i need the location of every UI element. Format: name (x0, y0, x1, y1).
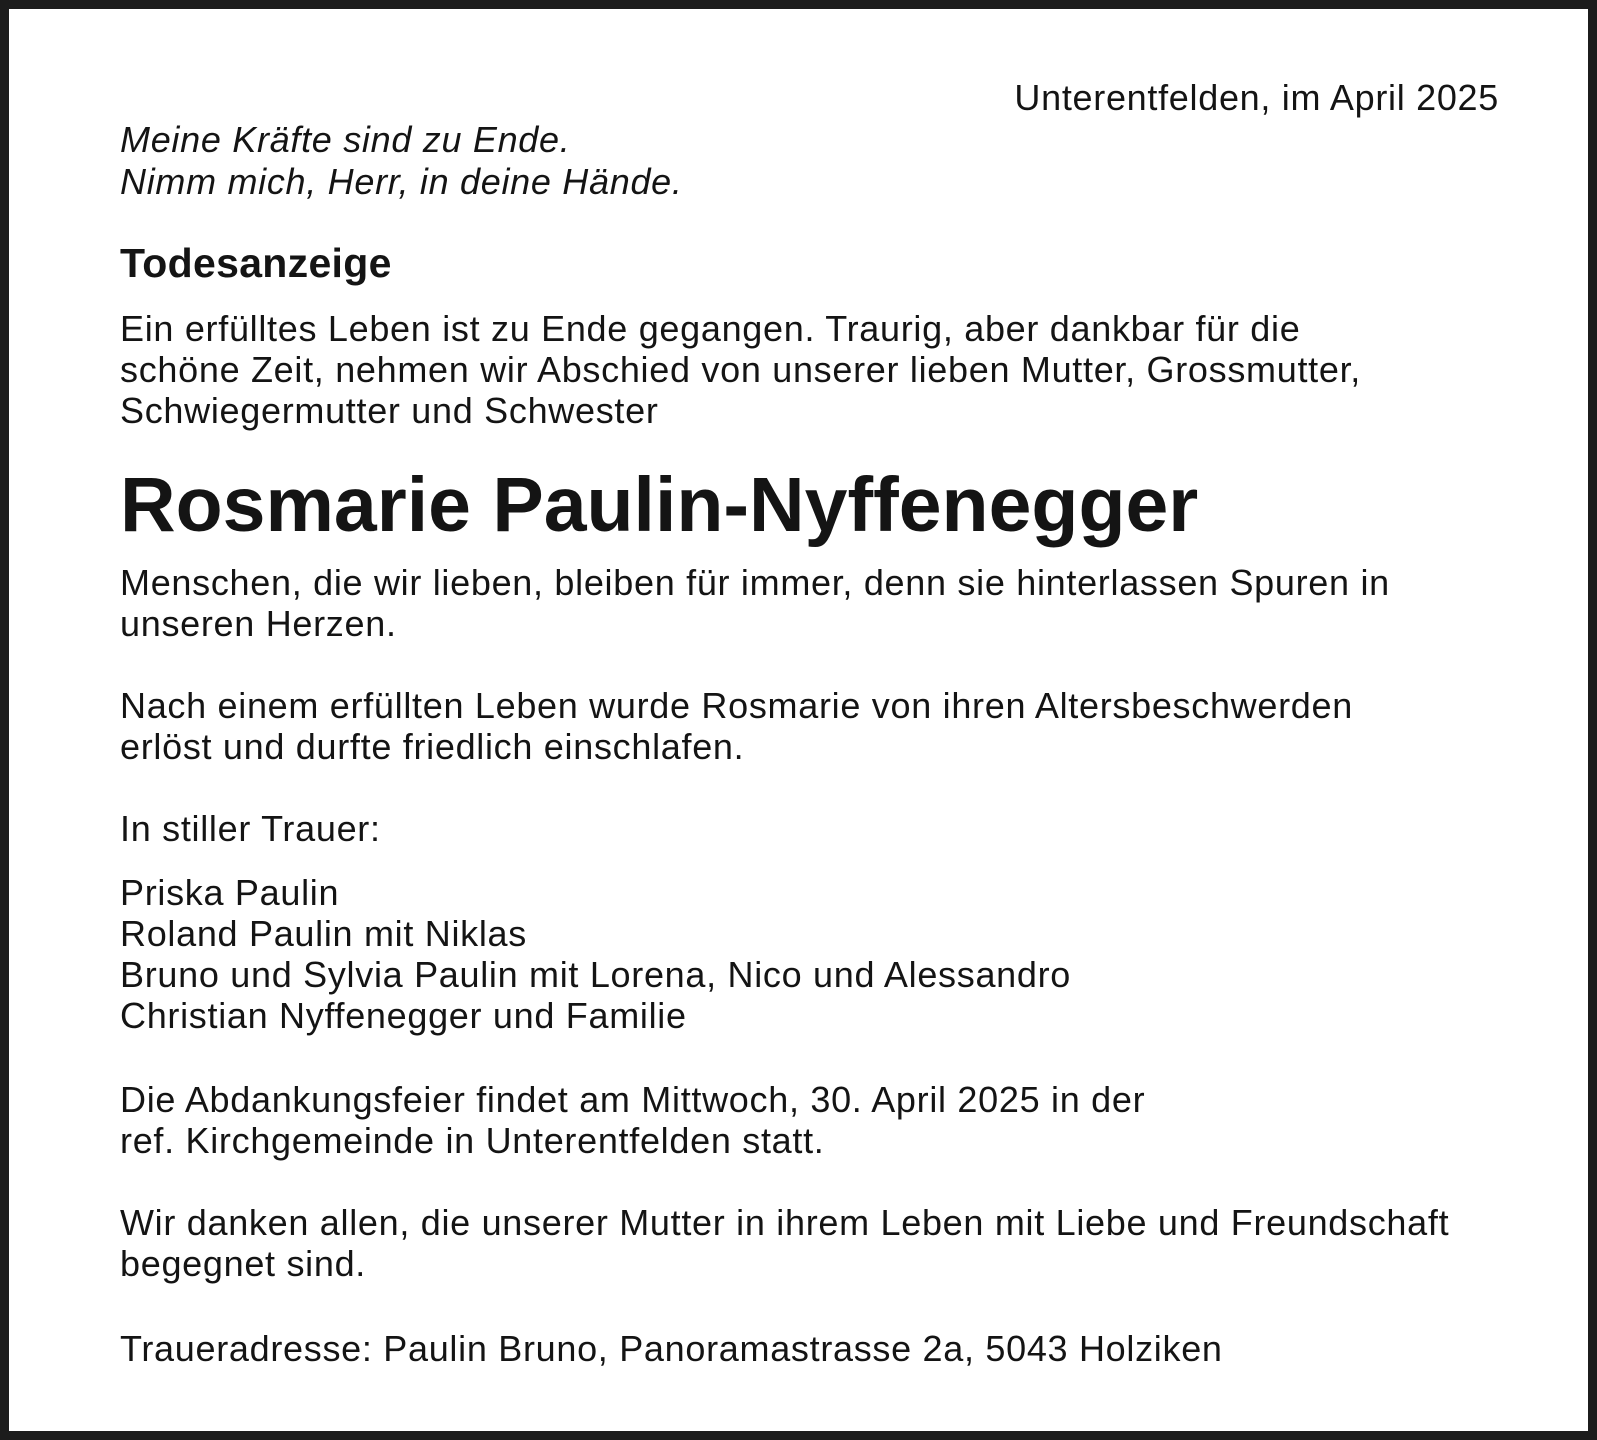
quote-line: unseren Herzen. (120, 603, 397, 644)
mourners-list (120, 872, 1071, 1036)
thanks-line: Wir danken allen, die unserer Mutter in ihrem Leben mit Liebe und Freundschaft (120, 1202, 1450, 1243)
place-and-date: Unterentfelden, im April 2025 (1014, 77, 1499, 118)
quote-paragraph (120, 562, 1390, 644)
motto-verse (120, 119, 683, 203)
thanks-paragraph (120, 1202, 1449, 1284)
funeral-service-info (120, 1079, 1145, 1161)
mourner-entry: Bruno und Sylvia Paulin mit Lorena, Nico und Alessandro (120, 954, 1072, 995)
thanks-line: begegnet sind. (120, 1243, 366, 1284)
passing-line: erlöst und durfte friedlich einschlafen. (120, 726, 745, 767)
quote-line: Menschen, die wir lieben, bleiben für immer, denn sie hinterlassen Spuren in (120, 562, 1390, 603)
motto-line: Nimm mich, Herr, in deine Hände. (120, 161, 683, 202)
motto-line: Meine Kräfte sind zu Ende. (120, 119, 571, 160)
notice-heading: Todesanzeige (120, 240, 392, 286)
passing-paragraph (120, 685, 1353, 767)
passing-line: Nach einem erfüllten Leben wurde Rosmarie von ihren Altersbeschwerden (120, 685, 1353, 726)
mourners-label: In stiller Trauer: (120, 808, 381, 849)
intro-line: Schwiegermutter und Schwester (120, 390, 659, 431)
mourner-entry: Roland Paulin mit Niklas (120, 913, 527, 954)
service-line: Die Abdankungsfeier findet am Mittwoch, 30. April 2025 in der (120, 1079, 1146, 1120)
mourning-address: Traueradresse: Paulin Bruno, Panoramastrasse 2a, 5043 Holziken (120, 1328, 1223, 1369)
mourner-entry: Christian Nyffenegger und Familie (120, 995, 687, 1036)
deceased-name: Rosmarie Paulin-Nyffenegger (120, 462, 1199, 548)
service-line: ref. Kirchgemeinde in Unterentfelden statt. (120, 1120, 825, 1161)
intro-line: schöne Zeit, nehmen wir Abschied von unserer lieben Mutter, Grossmutter, (120, 349, 1361, 390)
mourner-entry: Priska Paulin (120, 872, 340, 913)
intro-line: Ein erfülltes Leben ist zu Ende gegangen. Traurig, aber dankbar für die (120, 308, 1301, 349)
intro-paragraph (120, 308, 1361, 431)
